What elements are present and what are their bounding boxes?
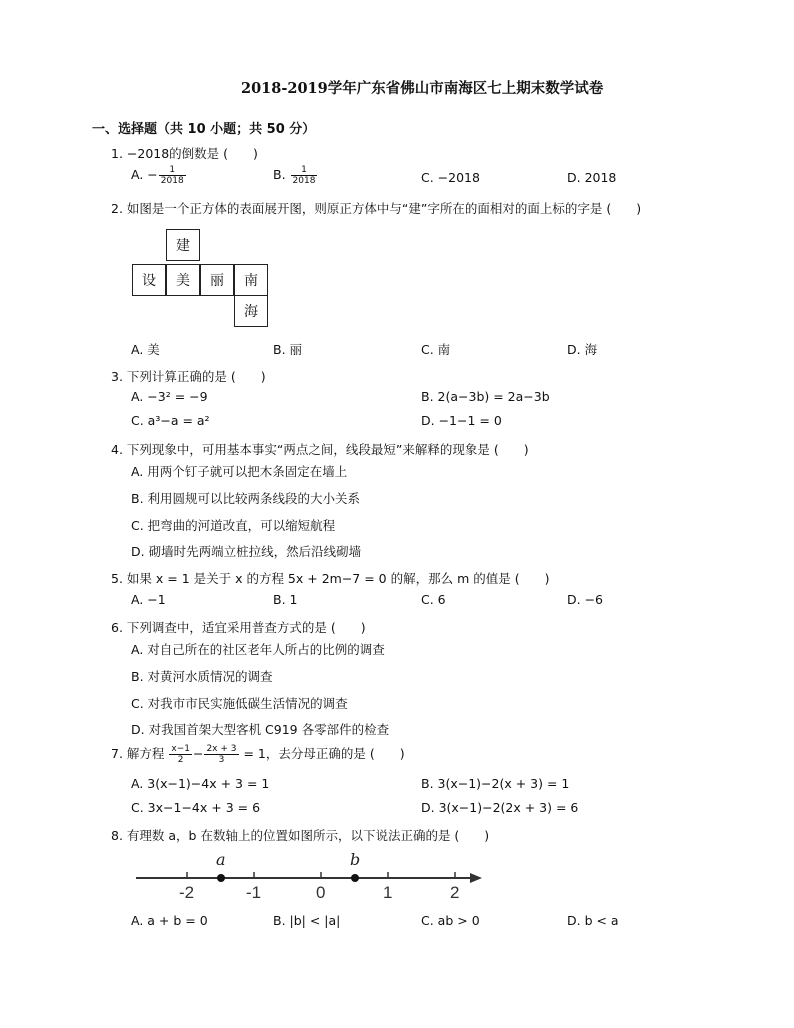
point-a-label: a xyxy=(216,850,226,869)
cube-net-face: 美 xyxy=(166,264,200,296)
tick-label: 2 xyxy=(450,883,460,902)
question-8-option-d: D. b < a xyxy=(567,913,619,928)
question-2-option-d: D. 海 xyxy=(567,342,598,357)
question-3-option-d: D. −1−1 = 0 xyxy=(421,413,502,428)
section-heading: 一、选择题（共 10 小题；共 50 分） xyxy=(92,122,316,137)
question-7-option-d: D. 3(x−1)−2(2x + 3) = 6 xyxy=(421,800,579,815)
tick-label: -2 xyxy=(179,883,195,902)
point-b xyxy=(351,874,359,882)
question-1-stem: 1. −2018的倒数是 ( ) xyxy=(111,146,258,161)
question-8-option-a: A. a + b = 0 xyxy=(131,913,208,928)
question-6-option-a: A. 对自己所在的社区老年人所占的比例的调查 xyxy=(131,642,385,657)
question-8-option-b: B. |b| < |a| xyxy=(273,913,341,928)
tick-label: 1 xyxy=(383,883,393,902)
question-7-option-c: C. 3x−1−4x + 3 = 6 xyxy=(131,800,261,815)
question-6-stem: 6. 下列调查中，适宜采用普查方式的是 ( ) xyxy=(111,620,366,635)
question-5-stem: 5. 如果 x = 1 是关于 x 的方程 5x + 2m−7 = 0 的解，那么 m 的值是 ( ) xyxy=(111,571,550,586)
question-3-option-b: B. 2(a−3b) = 2a−3b xyxy=(421,389,550,404)
question-3-option-a: A. −3² = −9 xyxy=(131,389,208,404)
question-3-stem: 3. 下列计算正确的是 ( ) xyxy=(111,369,266,384)
question-5-option-d: D. −6 xyxy=(567,592,603,607)
page-title: 2018-2019学年广东省佛山市南海区七上期末数学试卷 xyxy=(241,80,604,97)
question-4-stem: 4. 下列现象中，可用基本事实“两点之间，线段最短”来解释的现象是 ( ) xyxy=(111,442,529,457)
fraction: $\frac{1}{2018}$ xyxy=(292,165,316,186)
question-7-option-a: A. 3(x−1)−4x + 3 = 1 xyxy=(131,776,270,791)
question-5-option-c: C. 6 xyxy=(421,592,446,607)
tick-label: -1 xyxy=(246,883,262,902)
fraction: $\frac{x-1}{2}$ xyxy=(171,744,190,765)
question-2-option-a: A. 美 xyxy=(131,342,160,357)
question-7-option-b: B. 3(x−1)−2(x + 3) = 1 xyxy=(421,776,570,791)
question-6-option-b: B. 对黄河水质情况的调查 xyxy=(131,669,273,684)
question-8-option-c: C. ab > 0 xyxy=(421,913,480,928)
tick-label: 0 xyxy=(316,883,326,902)
cube-net-face: 建 xyxy=(166,229,200,261)
cube-net-face: 丽 xyxy=(200,264,234,296)
number-line-arrow-icon xyxy=(470,873,482,883)
cube-net-face: 设 xyxy=(132,264,166,296)
point-b-label: b xyxy=(350,850,361,869)
question-6-option-c: C. 对我市市民实施低碳生活情况的调查 xyxy=(131,696,348,711)
question-1-option-b: B. $\frac{1}{2018}$ xyxy=(273,165,316,186)
question-1-option-a: A. − $\frac{1}{2018}$ xyxy=(131,165,184,186)
question-2-stem: 2. 如图是一个正方体的表面展开图，则原正方体中与“建”字所在的面相对的面上标的字是 ( ) xyxy=(111,201,642,216)
question-7-stem: 7. 解方程 $\frac{x-1}{2}$ − $\frac{2x + 3}{3}$ = 1，去分母正确的是 ( ) xyxy=(111,744,405,765)
question-2-option-c: C. 南 xyxy=(421,342,451,357)
cube-net-face: 南 xyxy=(234,264,268,296)
cube-net-face: 海 xyxy=(234,295,268,327)
question-4-option-d: D. 砌墙时先两端立桩拉线，然后沿线砌墙 xyxy=(131,544,362,559)
question-5-option-a: A. −1 xyxy=(131,592,166,607)
fraction: $\frac{2x + 3}{3}$ xyxy=(206,744,237,765)
question-1-option-d: D. 2018 xyxy=(567,170,617,185)
question-2-option-b: B. 丽 xyxy=(273,342,303,357)
question-4-option-b: B. 利用圆规可以比较两条线段的大小关系 xyxy=(131,491,361,506)
question-1-option-c: C. −2018 xyxy=(421,170,480,185)
question-6-option-d: D. 对我国首架大型客机 C919 各零部件的检查 xyxy=(131,722,390,737)
question-8-stem: 8. 有理数 a，b 在数轴上的位置如图所示，以下说法正确的是 ( ) xyxy=(111,828,490,843)
question-4-option-a: A. 用两个钉子就可以把木条固定在墙上 xyxy=(131,464,348,479)
fraction: $\frac{1}{2018}$ xyxy=(160,165,184,186)
question-5-option-b: B. 1 xyxy=(273,592,298,607)
number-line-figure xyxy=(130,846,490,904)
point-a xyxy=(217,874,225,882)
question-4-option-c: C. 把弯曲的河道改直，可以缩短航程 xyxy=(131,518,336,533)
question-3-option-c: C. a³−a = a² xyxy=(131,413,210,428)
